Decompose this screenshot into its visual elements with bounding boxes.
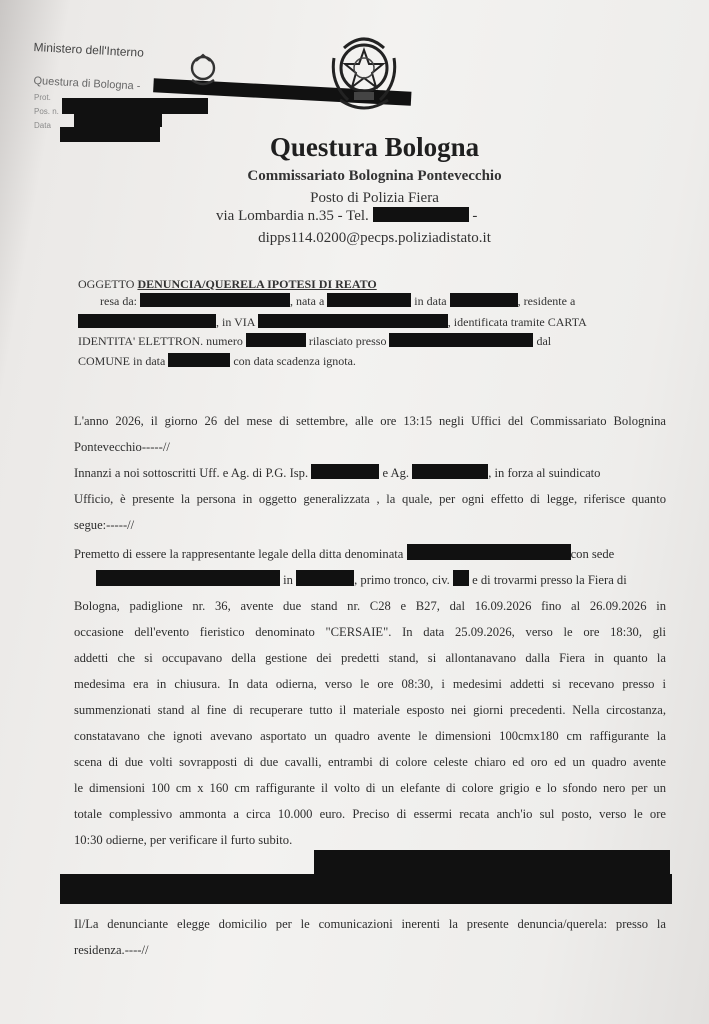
officers-text-c: , in forza al suindicato	[488, 466, 601, 480]
redaction	[78, 314, 216, 328]
statement-text-c: in	[283, 573, 293, 587]
redaction	[450, 293, 518, 307]
in-data-label: in data	[414, 294, 447, 308]
italian-republic-seal-icon	[326, 28, 402, 114]
text-line: residenza.----//	[74, 943, 149, 957]
commissariato-name: Commissariato Bolognina Pontevecchio	[247, 168, 502, 184]
nata-a-label: , nata a	[289, 294, 325, 308]
redaction	[258, 314, 448, 328]
identificata-label: , identificata tramite CARTA	[447, 315, 587, 329]
carta-numero-label: IDENTITA' ELETTRON. numero	[78, 334, 243, 348]
paragraph-statement	[74, 541, 666, 853]
dal-label: dal	[536, 334, 552, 348]
pec-email: dipps114.0200@pecps.poliziadistato.it	[258, 230, 491, 246]
data-label: Data	[34, 121, 51, 130]
text-line	[74, 541, 666, 567]
office-title: Questura Bologna	[269, 132, 480, 162]
redaction	[140, 293, 290, 307]
text-line: constatavano che ignoti avevano asportato un quadro avente le dimensioni 100cmx180 cm raffigurante la	[74, 729, 666, 743]
text-line: L'anno 2026, il giorno 26 del mese di settembre, alle ore 13:15 negli Uffici del Commissariato Bolognina	[74, 414, 666, 428]
oggetto-label: OGGETTO	[78, 277, 135, 291]
officers-text-a: Innanzi a noi sottoscritti Uff. e Ag. di P.G. Isp.	[74, 466, 309, 480]
officers-text-b: e Ag.	[382, 466, 410, 480]
redaction	[311, 464, 379, 479]
text-line: medesima era in chiusura. In data odierna, verso le ore 08:30, i medesimi addetti si recevano presso i	[74, 677, 666, 691]
oggetto-line-1	[100, 293, 575, 309]
redaction	[168, 353, 230, 367]
redaction	[96, 570, 280, 586]
oggetto-line-2	[78, 314, 587, 330]
address-prefix: via Lombardia n.35 - Tel.	[216, 208, 369, 224]
redaction	[412, 464, 488, 479]
ministry-heading: Ministero dell'Interno	[33, 40, 145, 60]
redaction	[296, 570, 354, 586]
statement-text-a: Premetto di essere la rappresentante legale della ditta denominata	[74, 547, 404, 561]
redaction	[373, 207, 469, 222]
in-via-label: , in VIA	[216, 315, 255, 329]
republic-emblem-icon	[186, 52, 220, 88]
questura-small-text: Questura di Bologna -	[33, 74, 141, 93]
statement-text-e: e di trovarmi presso la Fiera di	[472, 573, 627, 587]
oggetto-line	[78, 277, 377, 292]
text-line: Bologna, padiglione nr. 36, avente due stand nr. C28 e B27, dal 16.09.2026 fino al 26.09.2026 in	[74, 599, 666, 613]
statement-text-last: 10:30 odierne, per verificare il furto subito.	[74, 833, 293, 847]
address-line	[216, 207, 477, 225]
address-suffix: -	[472, 208, 478, 224]
redaction	[453, 570, 469, 586]
redaction	[314, 850, 670, 874]
paragraph-domicile	[74, 911, 666, 963]
text-line: addetti che si occupavano della gestione dei predetti stand, si allontanavano dalla Fiera in quanto la	[74, 651, 666, 665]
oggetto-line-3	[78, 333, 551, 349]
scadenza-label: con data scadenza ignota.	[233, 354, 356, 368]
text-line: segue:-----//	[74, 518, 135, 532]
text-line: occasione dell'evento fieristico denominato "CERSAIE". In data 25.09.2026, verso le ore 18:30, gli	[74, 625, 666, 639]
redaction	[74, 113, 162, 127]
text-line: scena di due volti sovrapposti di due cavalli, entrambi di colore celeste chiaro ed oro ed un quadro avente	[74, 755, 666, 769]
residente-a-label: , residente a	[517, 294, 576, 308]
text-line: totale complessivo ammonta a circa 10.000 euro. Preciso di essermi recata anch'io sul posto, verso le ore	[74, 807, 666, 821]
statement-text-b: con sede	[570, 547, 615, 561]
redaction	[389, 333, 533, 347]
text-line	[74, 567, 666, 593]
redaction	[246, 333, 306, 347]
text-line: Pontevecchio-----//	[74, 440, 170, 454]
text-line: Ufficio, è presente la persona in oggetto generalizzata , la quale, per ogni effetto di legge, riferisce quanto	[74, 492, 666, 506]
redaction	[62, 98, 208, 114]
paragraph-officers	[74, 460, 666, 538]
resa-da-label: resa da:	[100, 294, 137, 308]
redaction	[407, 544, 571, 560]
redaction	[60, 874, 672, 904]
redaction	[327, 293, 411, 307]
pos-label: Pos. n.	[34, 107, 59, 116]
text-line: Il/La denunciante elegge domicilio per le comunicazioni inerenti la presente denuncia/querela: presso la	[74, 917, 666, 931]
text-line	[74, 460, 666, 486]
paragraph-intro	[74, 408, 666, 460]
text-line: le dimensioni 100 cm x 160 cm raffigurante il volto di un elefante di colore grigio e lo sfondo nero per un	[74, 781, 666, 795]
rilasciato-label: rilasciato presso	[308, 334, 387, 348]
oggetto-title: DENUNCIA/QUERELA IPOTESI DI REATO	[137, 277, 377, 291]
statement-text-d: , primo tronco, civ.	[354, 573, 450, 587]
oggetto-line-4	[78, 353, 356, 369]
comune-data-label: COMUNE in data	[78, 354, 166, 368]
prot-label: Prot.	[34, 93, 51, 102]
text-line: summenzionati stand al fine di recuperare tutto il materiale esposto nei giorni precedenti. Nella circostanza,	[74, 703, 666, 717]
posto-name: Posto di Polizia Fiera	[310, 190, 439, 206]
